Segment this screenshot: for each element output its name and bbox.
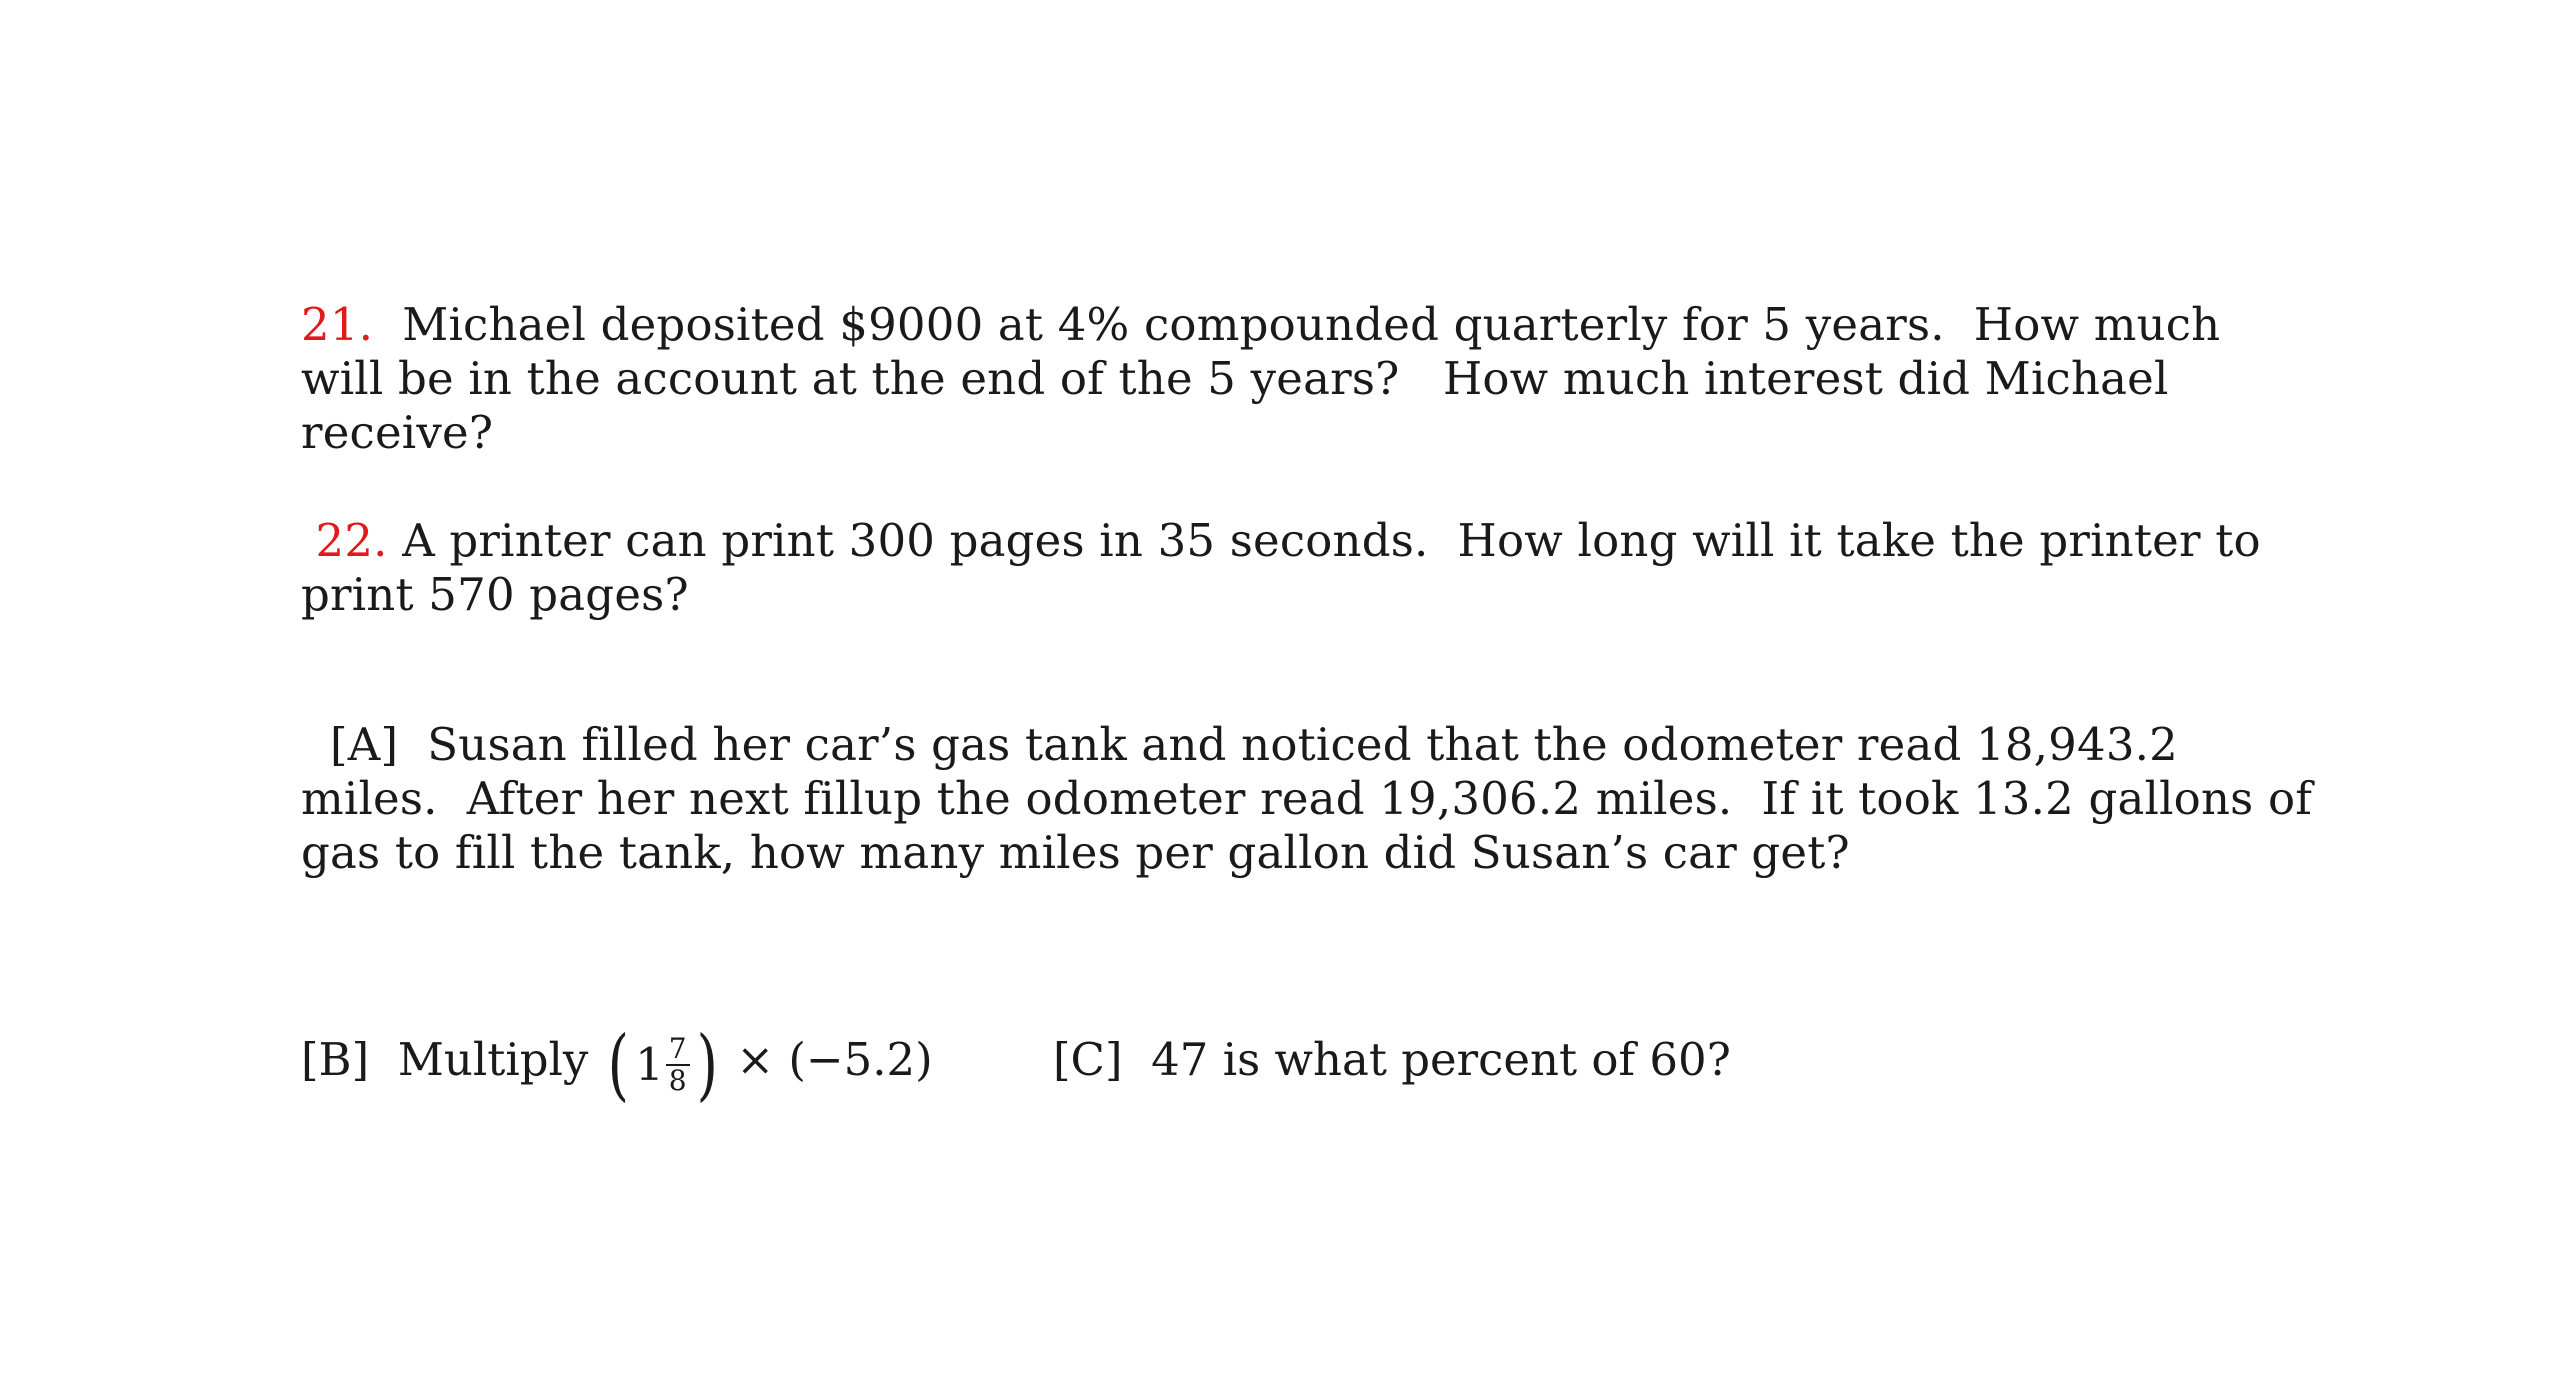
problem-22-line-1 — [301, 514, 2331, 568]
fraction-denominator: 8 — [668, 1064, 687, 1098]
problem-a-line-2: miles. After her next fillup the odometer read 19,306.2 miles. If it took 13.2 gallons of — [301, 772, 2313, 825]
close-paren: ) — [696, 1020, 718, 1111]
problem-21 — [301, 298, 2331, 460]
problem-22-line-2: print 570 pages? — [301, 568, 689, 621]
fraction-numerator: 7 — [666, 1034, 690, 1066]
problems-b-c-row — [301, 1015, 1731, 1375]
problem-b-operand: (−5.2) — [788, 1033, 933, 1086]
problem-21-line-2: will be in the account at the end of the 5 years? How much interest did Michael — [301, 352, 2169, 405]
problem-22-text-1: A printer can print 300 pages in 35 seconds. How long will it take the printer to — [402, 514, 2261, 567]
problem-21-line-1 — [301, 298, 2331, 352]
times-sign: × — [736, 1033, 775, 1086]
problem-21-number: 21. — [301, 298, 374, 351]
problem-a-text-1: Susan filled her car’s gas tank and noticed that the odometer read 18,943.2 — [427, 718, 2179, 771]
problem-c — [1053, 1015, 1731, 1105]
open-paren: ( — [607, 1020, 629, 1111]
problem-b-label: [B] — [301, 1033, 370, 1086]
problem-c-text: 47 is what percent of 60? — [1151, 1033, 1731, 1086]
problem-22 — [301, 514, 2331, 622]
problem-c-label: [C] — [1053, 1033, 1123, 1086]
problem-b — [301, 1015, 933, 1110]
problem-22-number: 22. — [315, 514, 388, 567]
problem-a-line-3: gas to fill the tank, how many miles per gallon did Susan’s car get? — [301, 826, 1850, 879]
problem-21-text-1: Michael deposited $9000 at 4% compounded quarterly for 5 years. How much — [402, 298, 2221, 351]
mixed-number-expression — [603, 1017, 722, 1111]
problem-a-label: [A] — [330, 718, 399, 771]
problem-a — [301, 718, 2331, 880]
problem-a-line-1 — [301, 718, 2331, 772]
fraction — [666, 1034, 690, 1096]
mixed-number-whole: 1 — [635, 1038, 664, 1092]
problem-21-line-3: receive? — [301, 406, 494, 459]
problem-b-text: Multiply — [397, 1033, 589, 1086]
